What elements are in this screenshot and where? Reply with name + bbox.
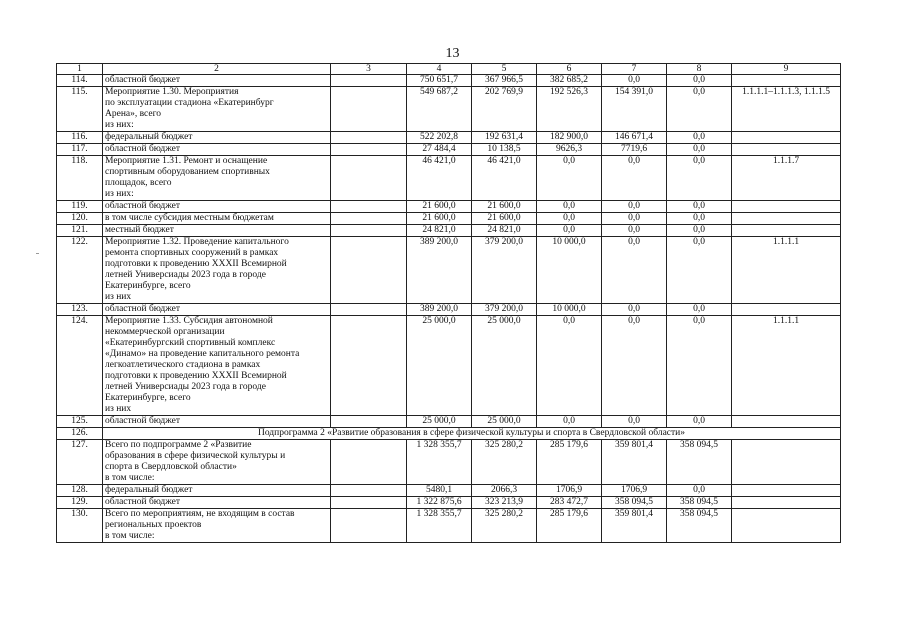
- year-cell-2: 1706,9: [537, 485, 602, 497]
- target-indicator-cell: 1.1.1.1: [732, 316, 841, 416]
- item-name-line: Мероприятие 1.30. Мероприятия: [105, 87, 239, 97]
- item-name-line: летней Универсиады 2023 года в городе: [105, 382, 266, 392]
- row-number: 121.: [57, 225, 103, 237]
- program-column-3: [331, 144, 407, 156]
- program-column-3: [331, 75, 407, 87]
- table-row: [57, 75, 841, 87]
- program-column-3: [331, 237, 407, 304]
- total-cell: 1 322 875,6: [407, 497, 472, 509]
- year-cell-2: 0,0: [537, 316, 602, 416]
- total-cell: 24 821,0: [407, 225, 472, 237]
- total-cell: 21 600,0: [407, 201, 472, 213]
- row-number: 114.: [57, 75, 103, 87]
- row-number: 118.: [57, 156, 103, 201]
- year-cell-1: 25 000,0: [472, 316, 537, 416]
- item-name-line: по эксплуатации стадиона «Екатеринбург: [105, 98, 274, 108]
- year-cell-3: 0,0: [602, 237, 667, 304]
- table-row: [57, 132, 841, 144]
- table-row: [57, 416, 841, 428]
- program-column-3: [331, 497, 407, 509]
- item-name-line: из них:: [105, 189, 134, 199]
- year-cell-2: 0,0: [537, 225, 602, 237]
- total-cell: 389 200,0: [407, 237, 472, 304]
- row-number: 119.: [57, 201, 103, 213]
- item-name-line: Мероприятие 1.33. Субсидия автономной: [105, 316, 273, 326]
- year-cell-4: 0,0: [667, 225, 732, 237]
- item-name-line: Арена», всего: [105, 109, 162, 119]
- item-name-cell: [103, 87, 331, 132]
- year-cell-4: 0,0: [667, 485, 732, 497]
- target-indicator-cell: [732, 75, 841, 87]
- item-name-cell: [103, 316, 331, 416]
- year-cell-3: 0,0: [602, 156, 667, 201]
- year-cell-3: 0,0: [602, 416, 667, 428]
- item-name-line: местный бюджет: [105, 225, 174, 235]
- year-cell-4: 0,0: [667, 213, 732, 225]
- total-cell: 549 687,2: [407, 87, 472, 132]
- item-name-line: в том числе:: [105, 531, 155, 541]
- year-cell-3: 0,0: [602, 213, 667, 225]
- year-cell-2: 283 472,7: [537, 497, 602, 509]
- total-cell: 750 651,7: [407, 75, 472, 87]
- year-cell-3: 146 671,4: [602, 132, 667, 144]
- year-cell-3: 0,0: [602, 304, 667, 316]
- item-name-cell: [103, 440, 331, 485]
- program-column-3: [331, 87, 407, 132]
- year-cell-1: 25 000,0: [472, 416, 537, 428]
- year-cell-2: 0,0: [537, 213, 602, 225]
- year-cell-3: 0,0: [602, 75, 667, 87]
- table-row: [57, 201, 841, 213]
- year-cell-4: 0,0: [667, 87, 732, 132]
- budget-table: [56, 63, 841, 543]
- item-name-line: Мероприятие 1.31. Ремонт и оснащение: [105, 156, 268, 166]
- total-cell: 1 328 355,7: [407, 440, 472, 485]
- year-cell-4: 0,0: [667, 416, 732, 428]
- item-name-cell: [103, 225, 331, 237]
- item-name-line: в том числе субсидия местным бюджетам: [105, 213, 274, 223]
- total-cell: 21 600,0: [407, 213, 472, 225]
- total-cell: 25 000,0: [407, 416, 472, 428]
- program-column-3: [331, 509, 407, 543]
- year-cell-2: 10 000,0: [537, 237, 602, 304]
- item-name-line: площадок, всего: [105, 178, 172, 188]
- item-name-line: из них: [105, 404, 132, 414]
- row-number: 123.: [57, 304, 103, 316]
- total-cell: 389 200,0: [407, 304, 472, 316]
- item-name-line: «Динамо» на проведение капитального ремонта: [105, 349, 300, 359]
- column-number: 9: [732, 64, 841, 75]
- total-cell: 27 484,4: [407, 144, 472, 156]
- year-cell-2: 382 685,2: [537, 75, 602, 87]
- item-name-line: областной бюджет: [105, 201, 181, 211]
- year-cell-1: 2066,3: [472, 485, 537, 497]
- column-number: 3: [331, 64, 407, 75]
- item-name-cell: [103, 201, 331, 213]
- year-cell-2: 0,0: [537, 416, 602, 428]
- item-name-cell: [103, 144, 331, 156]
- year-cell-1: 21 600,0: [472, 213, 537, 225]
- column-number-row: [57, 64, 841, 75]
- total-cell: 522 202,8: [407, 132, 472, 144]
- table-row: [57, 213, 841, 225]
- program-column-3: [331, 201, 407, 213]
- item-name-line: областной бюджет: [105, 304, 181, 314]
- item-name-line: федеральный бюджет: [105, 485, 193, 495]
- row-number: 128.: [57, 485, 103, 497]
- table-row: [57, 509, 841, 543]
- table-row: [57, 485, 841, 497]
- item-name-line: областной бюджет: [105, 497, 181, 507]
- target-indicator-cell: [732, 201, 841, 213]
- target-indicator-cell: [732, 509, 841, 543]
- row-number: 122.: [57, 237, 103, 304]
- year-cell-4: 0,0: [667, 316, 732, 416]
- year-cell-3: 0,0: [602, 225, 667, 237]
- year-cell-1: 325 280,2: [472, 440, 537, 485]
- year-cell-2: 285 179,6: [537, 440, 602, 485]
- target-indicator-cell: 1.1.1.1–1.1.1.3, 1.1.1.5: [732, 87, 841, 132]
- year-cell-4: 0,0: [667, 75, 732, 87]
- program-column-3: [331, 304, 407, 316]
- year-cell-2: 10 000,0: [537, 304, 602, 316]
- target-indicator-cell: [732, 132, 841, 144]
- table-row: [57, 440, 841, 485]
- year-cell-1: 46 421,0: [472, 156, 537, 201]
- table-row: [57, 144, 841, 156]
- total-cell: 5480,1: [407, 485, 472, 497]
- item-name-line: спорта в Свердловской области»: [105, 462, 237, 472]
- year-cell-4: 0,0: [667, 237, 732, 304]
- column-number: 8: [667, 64, 732, 75]
- item-name-line: Екатеринбурге, всего: [105, 281, 191, 291]
- year-cell-4: 358 094,5: [667, 509, 732, 543]
- target-indicator-cell: [732, 440, 841, 485]
- year-cell-4: 358 094,5: [667, 440, 732, 485]
- program-column-3: [331, 440, 407, 485]
- row-number: 117.: [57, 144, 103, 156]
- year-cell-1: 379 200,0: [472, 237, 537, 304]
- item-name-cell: [103, 509, 331, 543]
- row-number: 129.: [57, 497, 103, 509]
- page-number: 13: [445, 46, 460, 61]
- row-number: 124.: [57, 316, 103, 416]
- year-cell-4: 0,0: [667, 201, 732, 213]
- year-cell-4: 0,0: [667, 156, 732, 201]
- total-cell: 25 000,0: [407, 316, 472, 416]
- item-name-cell: [103, 132, 331, 144]
- program-column-3: [331, 485, 407, 497]
- row-number: 115.: [57, 87, 103, 132]
- year-cell-1: 192 631,4: [472, 132, 537, 144]
- item-name-line: из них:: [105, 120, 134, 130]
- item-name-cell: [103, 304, 331, 316]
- table-row: [57, 316, 841, 416]
- target-indicator-cell: [732, 144, 841, 156]
- target-indicator-cell: [732, 304, 841, 316]
- year-cell-2: 192 526,3: [537, 87, 602, 132]
- year-cell-1: 379 200,0: [472, 304, 537, 316]
- item-name-line: региональных проектов: [105, 520, 202, 530]
- year-cell-1: 367 966,5: [472, 75, 537, 87]
- total-cell: 46 421,0: [407, 156, 472, 201]
- table-row: [57, 497, 841, 509]
- item-name-cell: [103, 75, 331, 87]
- year-cell-3: 154 391,0: [602, 87, 667, 132]
- program-column-3: [331, 213, 407, 225]
- table-row: [57, 156, 841, 201]
- scan-mark: [36, 253, 39, 254]
- item-name-line: легкоатлетического стадиона в рамках: [105, 360, 261, 370]
- item-name-cell: [103, 497, 331, 509]
- program-column-3: [331, 156, 407, 201]
- item-name-line: областной бюджет: [105, 416, 181, 426]
- column-number: 7: [602, 64, 667, 75]
- total-cell: 1 328 355,7: [407, 509, 472, 543]
- column-number: 6: [537, 64, 602, 75]
- year-cell-2: 285 179,6: [537, 509, 602, 543]
- row-number: 126.: [57, 428, 103, 440]
- year-cell-1: 323 213,9: [472, 497, 537, 509]
- year-cell-4: 0,0: [667, 304, 732, 316]
- item-name-cell: [103, 237, 331, 304]
- program-column-3: [331, 132, 407, 144]
- item-name-line: Всего по подпрограмме 2 «Развитие: [105, 440, 252, 450]
- year-cell-3: 7719,6: [602, 144, 667, 156]
- target-indicator-cell: [732, 213, 841, 225]
- item-name-line: спортивным оборудованием спортивных: [105, 167, 270, 177]
- item-name-line: подготовки к проведению XXXII Всемирной: [105, 259, 287, 269]
- year-cell-1: 21 600,0: [472, 201, 537, 213]
- item-name-line: ремонта спортивных сооружений в рамках: [105, 248, 279, 258]
- row-number: 120.: [57, 213, 103, 225]
- column-number: 4: [407, 64, 472, 75]
- item-name-line: «Екатеринбургский спортивный комплекс: [105, 338, 276, 348]
- item-name-line: некоммерческой организации: [105, 327, 225, 337]
- year-cell-3: 0,0: [602, 201, 667, 213]
- year-cell-1: 24 821,0: [472, 225, 537, 237]
- target-indicator-cell: [732, 497, 841, 509]
- program-column-3: [331, 316, 407, 416]
- program-column-3: [331, 225, 407, 237]
- item-name-line: областной бюджет: [105, 75, 181, 85]
- subprogram-heading: Подпрограмма 2 «Развитие образования в сфере физической культуры и спорта в Свердловской области»: [103, 428, 841, 440]
- year-cell-2: 9626,3: [537, 144, 602, 156]
- year-cell-2: 182 900,0: [537, 132, 602, 144]
- row-number: 127.: [57, 440, 103, 485]
- item-name-line: образования в сфере физической культуры и: [105, 451, 286, 461]
- target-indicator-cell: [732, 416, 841, 428]
- row-number: 130.: [57, 509, 103, 543]
- table-row: [57, 225, 841, 237]
- table-row: [57, 304, 841, 316]
- year-cell-3: 358 094,5: [602, 497, 667, 509]
- target-indicator-cell: [732, 485, 841, 497]
- table-row: [57, 237, 841, 304]
- target-indicator-cell: 1.1.1.1: [732, 237, 841, 304]
- column-number: 1: [57, 64, 103, 75]
- item-name-cell: [103, 213, 331, 225]
- item-name-line: федеральный бюджет: [105, 132, 193, 142]
- item-name-line: летней Универсиады 2023 года в городе: [105, 270, 266, 280]
- row-number: 125.: [57, 416, 103, 428]
- item-name-cell: [103, 156, 331, 201]
- item-name-line: Екатеринбурге, всего: [105, 393, 191, 403]
- year-cell-4: 0,0: [667, 144, 732, 156]
- year-cell-3: 0,0: [602, 316, 667, 416]
- item-name-line: в том числе:: [105, 473, 155, 483]
- item-name-cell: [103, 485, 331, 497]
- year-cell-1: 202 769,9: [472, 87, 537, 132]
- item-name-line: Мероприятие 1.32. Проведение капитального: [105, 237, 289, 247]
- target-indicator-cell: 1.1.1.7: [732, 156, 841, 201]
- year-cell-3: 359 801,4: [602, 440, 667, 485]
- year-cell-2: 0,0: [537, 156, 602, 201]
- item-name-line: подготовки к проведению XXXII Всемирной: [105, 371, 287, 381]
- table-body: [57, 75, 841, 543]
- target-indicator-cell: [732, 225, 841, 237]
- item-name-cell: [103, 416, 331, 428]
- row-number: 116.: [57, 132, 103, 144]
- table-row: [57, 428, 841, 440]
- program-column-3: [331, 416, 407, 428]
- column-number: 5: [472, 64, 537, 75]
- year-cell-4: 0,0: [667, 132, 732, 144]
- year-cell-3: 359 801,4: [602, 509, 667, 543]
- year-cell-3: 1706,9: [602, 485, 667, 497]
- year-cell-4: 358 094,5: [667, 497, 732, 509]
- table-row: [57, 87, 841, 132]
- year-cell-1: 10 138,5: [472, 144, 537, 156]
- item-name-line: областной бюджет: [105, 144, 181, 154]
- year-cell-1: 325 280,2: [472, 509, 537, 543]
- item-name-line: Всего по мероприятиям, не входящим в состав: [105, 509, 295, 519]
- item-name-line: из них: [105, 292, 132, 302]
- column-number: 2: [103, 64, 331, 75]
- year-cell-2: 0,0: [537, 201, 602, 213]
